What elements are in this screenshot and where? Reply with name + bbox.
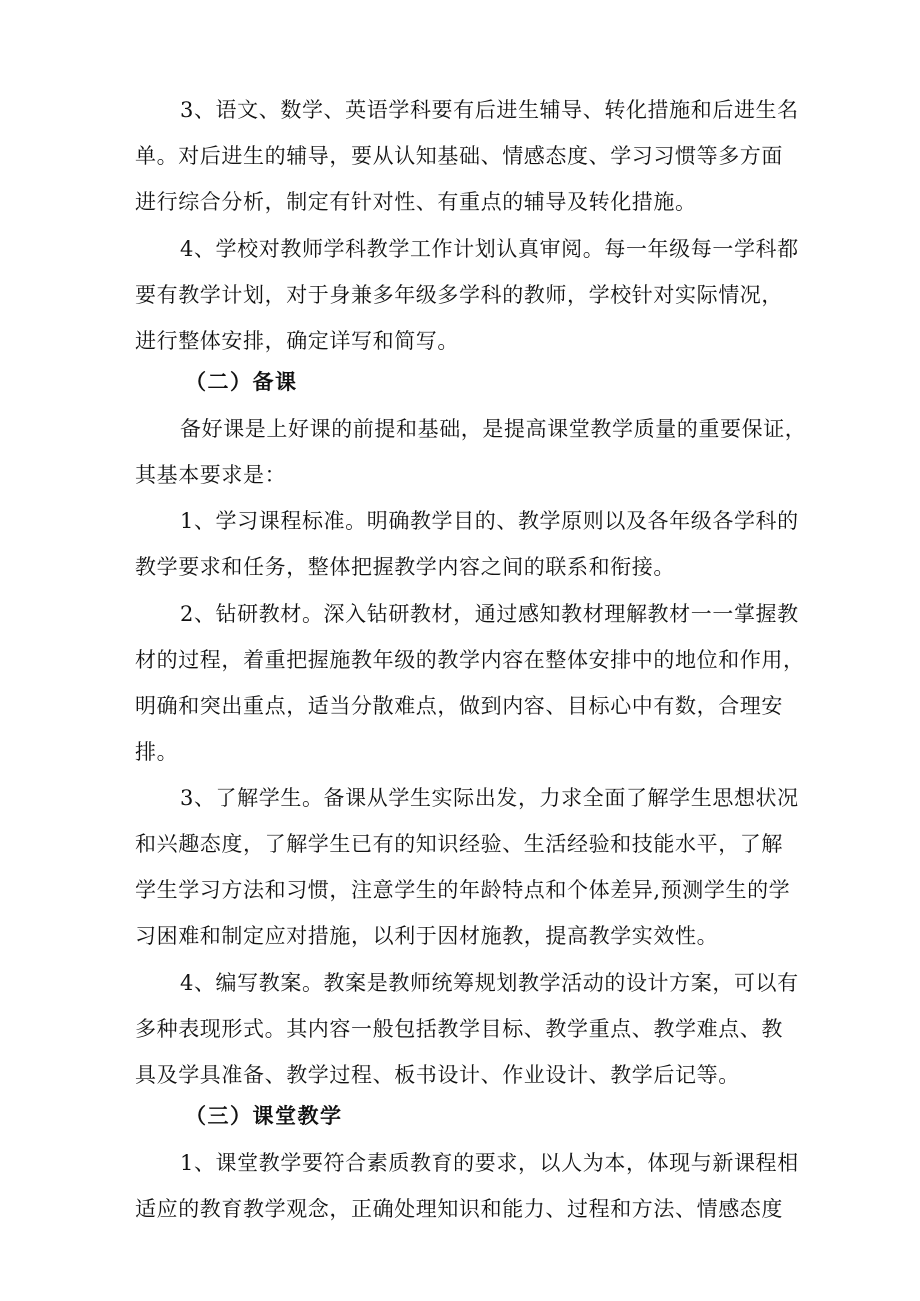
preparation-item-2-line-3: 明确和突出重点，适当分散难点，做到内容、目标心中有数，合理安 (135, 694, 783, 718)
preparation-item-1-line-1: 1、学习课程标准。明确教学目的、教学原则以及各年级各学科的 (180, 509, 799, 533)
preparation-item-4-line-2: 多种表现形式。其内容一般包括教学目标、教学重点、教学难点、教 (135, 1017, 783, 1041)
paragraph-4-line-3: 进行整体安排，确定详写和简写。 (135, 329, 459, 353)
preparation-intro-line-1: 备好课是上好课的前提和基础，是提高课堂教学质量的重要保证， (180, 417, 807, 441)
preparation-intro-line-2: 其基本要求是： (135, 463, 287, 487)
preparation-item-4-line-1: 4、编写教案。教案是教师统筹规划教学活动的设计方案，可以有 (180, 971, 799, 995)
paragraph-3-line-2: 单。对后进生的辅导，要从认知基础、情感态度、学习习惯等多方面 (135, 144, 783, 168)
preparation-item-3-line-4: 习困难和制定应对措施，以利于因材施教，提高教学实效性。 (135, 924, 719, 948)
paragraph-3-line-3: 进行综合分析，制定有针对性、有重点的辅导及转化措施。 (135, 190, 697, 214)
section-heading-preparation: （二）备课 (185, 369, 298, 394)
preparation-item-4-line-3: 具及学具准备、教学过程、板书设计、作业设计、教学后记等。 (135, 1063, 740, 1087)
preparation-item-2-line-1: 2、钻研教材。深入钻研教材，通过感知教材理解教材一一掌握教 (180, 602, 799, 626)
preparation-item-3-line-3: 学生学习方法和习惯，注意学生的年龄特点和个体差异,预测学生的学 (135, 878, 791, 902)
paragraph-3-line-1: 3、语文、数学、英语学科要有后进生辅导、转化措施和后进生名 (180, 98, 799, 122)
preparation-item-1-line-2: 教学要求和任务，整体把握教学内容之间的联系和衔接。 (135, 555, 675, 579)
preparation-item-2-line-2: 材的过程，着重把握施教年级的教学内容在整体安排中的地位和作用， (135, 648, 805, 672)
classroom-item-1-line-1: 1、课堂教学要符合素质教育的要求，以人为本，体现与新课程相 (180, 1151, 799, 1175)
paragraph-4-line-1: 4、学校对教师学科教学工作计划认真审阅。每一年级每一学科都 (180, 237, 799, 261)
preparation-item-2-line-4: 排。 (135, 740, 179, 764)
preparation-item-3-line-1: 3、了解学生。备课从学生实际出发，力求全面了解学生思想状况 (180, 786, 799, 810)
preparation-item-3-line-2: 和兴趣态度，了解学生已有的知识经验、生活经验和技能水平，了解 (135, 832, 783, 856)
classroom-item-1-line-2: 适应的教育教学观念，正确处理知识和能力、过程和方法、情感态度 (135, 1197, 783, 1221)
paragraph-4-line-2: 要有教学计划，对于身兼多年级多学科的教师，学校针对实际情况， (135, 283, 783, 307)
section-heading-classroom-teaching: （三）课堂教学 (185, 1103, 343, 1128)
